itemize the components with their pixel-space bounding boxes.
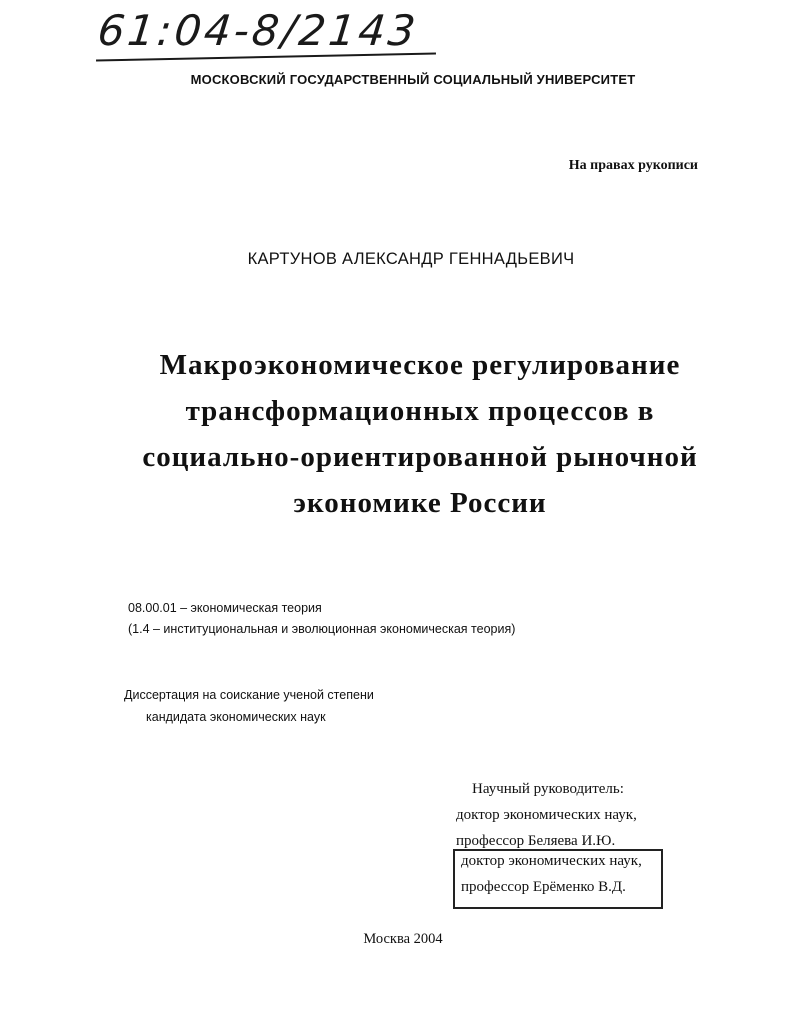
consultant-name: профессор Ерёменко В.Д. xyxy=(461,879,626,895)
specialty-code: 08.00.01 – экономическая теория xyxy=(128,601,322,615)
author-name: КАРТУНОВ АЛЕКСАНДР ГЕННАДЬЕВИЧ xyxy=(247,250,575,268)
specialty-block xyxy=(128,598,515,640)
consultant-degree: доктор экономических наук, xyxy=(461,853,642,869)
supervisor-block xyxy=(456,776,637,854)
consultant-box xyxy=(453,849,663,909)
city-year: Москва 2004 xyxy=(363,931,443,947)
title-line: Макроэкономическое регулирование xyxy=(159,349,681,381)
degree-line-2: кандидата экономических наук xyxy=(146,710,326,724)
supervisor-name: профессор Беляева И.Ю. xyxy=(456,833,616,849)
handwritten-catalog-number: 61:04-8/2143 xyxy=(95,6,421,55)
specialty-subfield: (1.4 – институциональная и эволюционная экономическая теория) xyxy=(128,622,516,636)
university-name: МОСКОВСКИЙ ГОСУДАРСТВЕННЫЙ СОЦИАЛЬНЫЙ УНИВЕРСИТЕТ xyxy=(190,72,636,87)
manuscript-rights-note: На правах рукописи xyxy=(568,158,698,173)
degree-line-1: Диссертация на соискание ученой степени xyxy=(124,688,374,702)
thesis-title xyxy=(120,342,720,526)
title-line: социально-ориентированной рыночной xyxy=(142,441,698,473)
supervisor-heading: Научный руководитель: xyxy=(472,781,624,797)
degree-block xyxy=(124,684,374,728)
supervisor-degree: доктор экономических наук, xyxy=(456,807,637,823)
title-line: трансформационных процессов в xyxy=(185,395,655,427)
title-line: экономике России xyxy=(293,487,547,519)
